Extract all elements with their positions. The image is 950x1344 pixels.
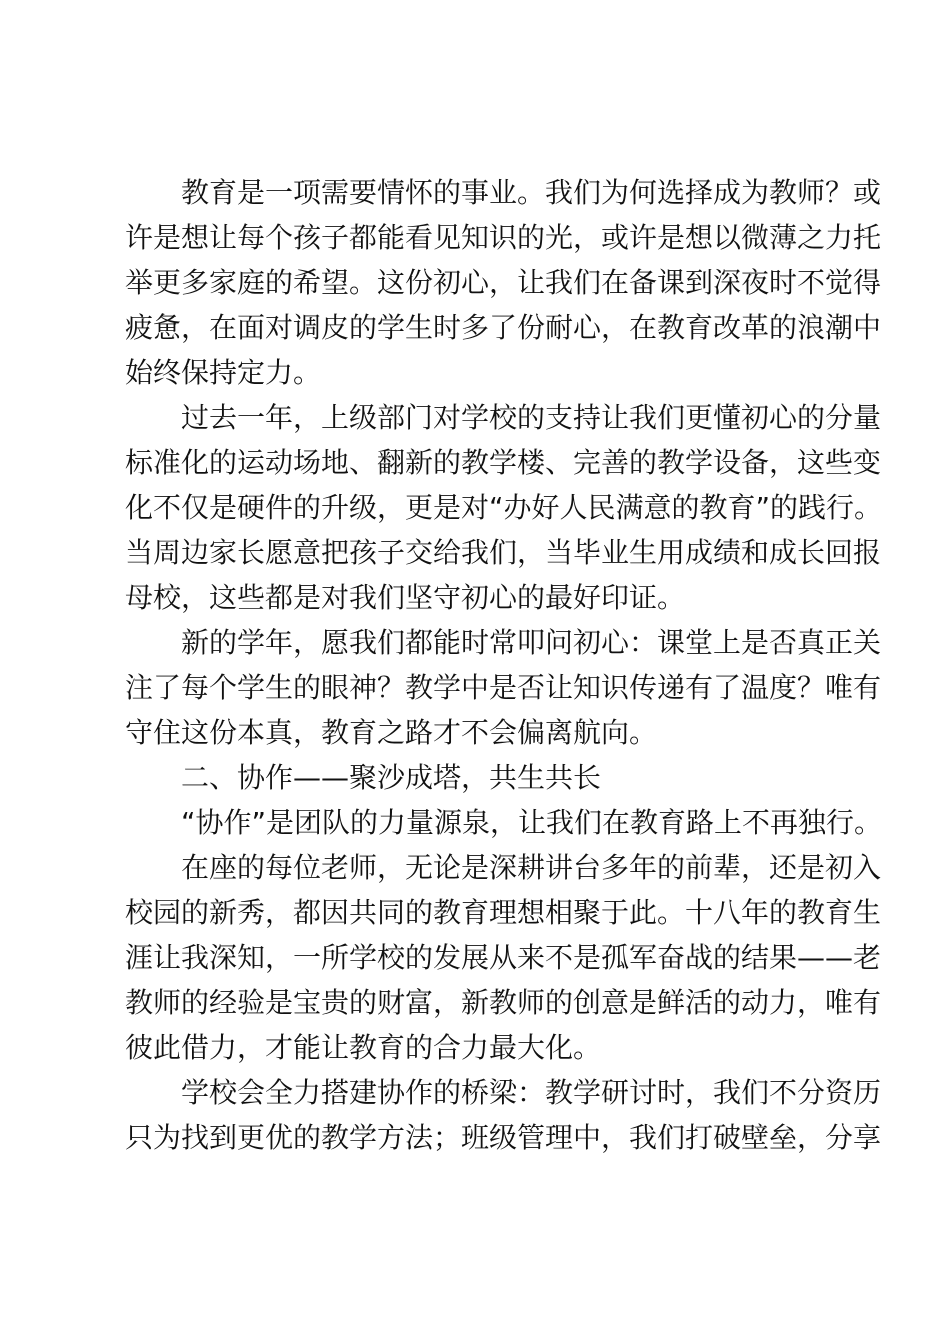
body-line: 彼此借力，才能让教育的合力最大化。 (125, 1031, 602, 1064)
body-line: “协作”是团队的力量源泉，让我们在教育路上不再独行。 (181, 806, 883, 839)
body-line: 新的学年，愿我们都能时常叩问初心：课堂上是否真正关 (181, 626, 882, 659)
body-line: 母校，这些都是对我们坚守初心的最好印证。 (125, 581, 686, 614)
body-line: 举更多家庭的希望。这份初心，让我们在备课到深夜时不觉得 (125, 266, 882, 299)
body-line: 当周边家长愿意把孩子交给我们，当毕业生用成绩和成长回报 (125, 536, 882, 569)
body-line: 在座的每位老师，无论是深耕讲台多年的前辈，还是初入 (181, 851, 882, 884)
body-line: 过去一年，上级部门对学校的支持让我们更懂初心的分量 (181, 401, 882, 434)
body-line: 学校会全力搭建协作的桥梁：教学研讨时，我们不分资历 (181, 1076, 882, 1109)
body-line: 始终保持定力。 (125, 356, 322, 389)
body-line: 许是想让每个孩子都能看见知识的光，或许是想以微薄之力托 (125, 221, 882, 254)
body-line: 教师的经验是宝贵的财富，新教师的创意是鲜活的动力，唯有 (125, 986, 882, 1019)
body-line: 化不仅是硬件的升级，更是对“办好人民满意的教育”的践行。 (125, 491, 883, 524)
body-line: 注了每个学生的眼神？教学中是否让知识传递有了温度？唯有 (125, 671, 882, 704)
body-line: 校园的新秀，都因共同的教育理想相聚于此。十八年的教育生 (125, 896, 882, 929)
body-line: 只为找到更优的教学方法；班级管理中，我们打破壁垒，分享 (125, 1121, 882, 1154)
body-line: 教育是一项需要情怀的事业。我们为何选择成为教师？或 (181, 176, 882, 209)
section-heading: 二、协作——聚沙成塔，共生共长 (181, 761, 602, 794)
body-line: 疲惫，在面对调皮的学生时多了份耐心，在教育改革的浪潮中 (125, 311, 882, 344)
body-line: 涯让我深知，一所学校的发展从来不是孤军奋战的结果——老 (125, 941, 882, 974)
body-line: 守住这份本真，教育之路才不会偏离航向。 (125, 716, 658, 749)
document-body (125, 170, 883, 1160)
body-line: 标准化的运动场地、翻新的教学楼、完善的教学设备，这些变 (125, 446, 882, 479)
